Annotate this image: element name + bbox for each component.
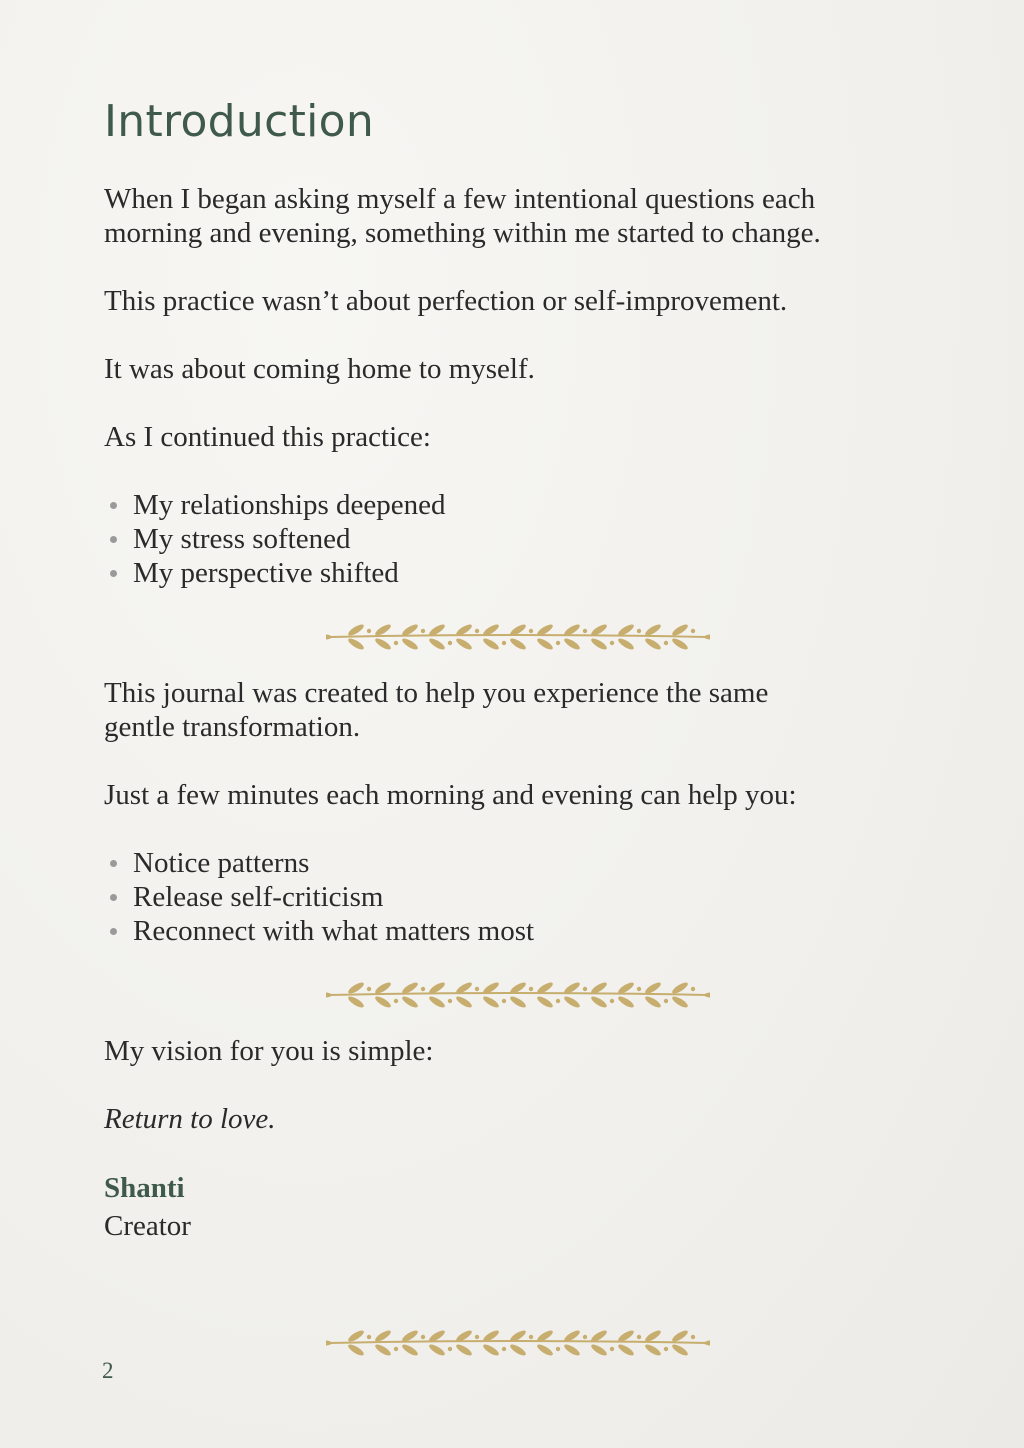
laurel-berry bbox=[691, 629, 695, 633]
laurel-berry bbox=[421, 1335, 425, 1339]
laurel-berry bbox=[502, 999, 506, 1003]
laurel-leaf bbox=[455, 1343, 474, 1358]
intro-paragraph-1-line-2: morning and evening, something within me started to change. bbox=[104, 217, 821, 249]
laurel-leaf bbox=[347, 1329, 366, 1344]
laurel-berry bbox=[691, 987, 695, 991]
laurel-leaf bbox=[644, 1343, 663, 1358]
journal-paragraph-2: Just a few minutes each morning and evening can help you: bbox=[104, 779, 797, 811]
laurel-leaf bbox=[401, 637, 420, 652]
laurel-berry bbox=[394, 1347, 398, 1351]
laurel-leaf bbox=[617, 1343, 636, 1358]
laurel-leaf bbox=[536, 637, 555, 652]
laurel-leaf bbox=[671, 623, 690, 638]
intro-paragraph-4: As I continued this practice: bbox=[104, 421, 431, 453]
laurel-berry bbox=[475, 987, 479, 991]
laurel-tip bbox=[704, 1340, 710, 1346]
laurel-leaf bbox=[347, 995, 366, 1010]
laurel-leaf bbox=[563, 637, 582, 652]
laurel-berry bbox=[556, 1347, 560, 1351]
vision-quote: Return to love. bbox=[104, 1103, 276, 1135]
benefits-list bbox=[104, 846, 534, 948]
laurel-leaf bbox=[671, 981, 690, 996]
laurel-berry bbox=[664, 641, 668, 645]
laurel-stem bbox=[330, 635, 706, 637]
laurel-leaf bbox=[428, 637, 447, 652]
laurel-berry bbox=[610, 999, 614, 1003]
laurel-leaf bbox=[671, 1329, 690, 1344]
laurel-leaf bbox=[374, 995, 393, 1010]
journal-paragraph-1-line-2: gentle transformation. bbox=[104, 711, 361, 743]
page-number: 2 bbox=[102, 1358, 114, 1383]
laurel-tip bbox=[326, 992, 332, 998]
vision-paragraph: My vision for you is simple: bbox=[104, 1035, 434, 1067]
laurel-berry bbox=[691, 1335, 695, 1339]
laurel-tip bbox=[704, 992, 710, 998]
list-item bbox=[104, 914, 534, 948]
laurel-berry bbox=[583, 987, 587, 991]
journal-paragraph-1-line-1: This journal was created to help you experience the same bbox=[104, 677, 769, 709]
laurel-berry bbox=[610, 1347, 614, 1351]
list-item-label: Release self-criticism bbox=[133, 881, 384, 913]
intro-paragraph-1 bbox=[104, 182, 821, 250]
laurel-berry bbox=[610, 641, 614, 645]
laurel-leaf bbox=[509, 637, 528, 652]
laurel-leaf bbox=[644, 637, 663, 652]
laurel-leaf bbox=[671, 1343, 690, 1358]
laurel-leaf bbox=[347, 637, 366, 652]
laurel-berry bbox=[529, 987, 533, 991]
laurel-leaf bbox=[455, 995, 474, 1010]
laurel-leaf bbox=[590, 1343, 609, 1358]
list-item-label: My stress softened bbox=[133, 523, 351, 555]
laurel-stem bbox=[330, 993, 706, 995]
journal-paragraph-1 bbox=[104, 676, 768, 744]
laurel-leaf bbox=[347, 981, 366, 996]
laurel-leaf bbox=[590, 995, 609, 1010]
laurel-leaf bbox=[671, 995, 690, 1010]
intro-paragraph-3: It was about coming home to myself. bbox=[104, 353, 535, 385]
laurel-leaf bbox=[563, 1343, 582, 1358]
laurel-leaf bbox=[347, 623, 366, 638]
laurel-stem bbox=[330, 1341, 706, 1343]
laurel-berry bbox=[421, 987, 425, 991]
laurel-berry bbox=[583, 1335, 587, 1339]
laurel-leaf bbox=[401, 995, 420, 1010]
laurel-berry bbox=[637, 987, 641, 991]
laurel-leaf bbox=[536, 1343, 555, 1358]
laurel-berry bbox=[664, 1347, 668, 1351]
laurel-berry bbox=[367, 629, 371, 633]
laurel-leaf bbox=[374, 637, 393, 652]
laurel-leaf bbox=[617, 637, 636, 652]
laurel-berry bbox=[502, 1347, 506, 1351]
laurel-leaf bbox=[482, 1343, 501, 1358]
laurel-leaf bbox=[455, 637, 474, 652]
laurel-leaf bbox=[428, 995, 447, 1010]
practice-results-list bbox=[104, 488, 445, 590]
laurel-divider-icon bbox=[326, 978, 710, 1012]
laurel-leaf bbox=[671, 637, 690, 652]
laurel-leaf bbox=[617, 995, 636, 1010]
laurel-tip bbox=[326, 1340, 332, 1346]
bullet-icon bbox=[110, 860, 117, 867]
bullet-icon bbox=[110, 536, 117, 543]
laurel-berry bbox=[394, 999, 398, 1003]
laurel-berry bbox=[529, 629, 533, 633]
laurel-berry bbox=[502, 641, 506, 645]
laurel-leaf bbox=[482, 637, 501, 652]
laurel-leaf bbox=[509, 1343, 528, 1358]
list-item-label: My perspective shifted bbox=[133, 557, 399, 589]
laurel-tip bbox=[326, 634, 332, 640]
signature-role: Creator bbox=[104, 1210, 191, 1242]
list-item-label: Notice patterns bbox=[133, 847, 310, 879]
bullet-icon bbox=[110, 928, 117, 935]
laurel-leaf bbox=[428, 1343, 447, 1358]
laurel-berry bbox=[556, 641, 560, 645]
laurel-berry bbox=[367, 1335, 371, 1339]
laurel-leaf bbox=[482, 995, 501, 1010]
laurel-berry bbox=[664, 999, 668, 1003]
laurel-leaf bbox=[347, 1343, 366, 1358]
laurel-berry bbox=[583, 629, 587, 633]
laurel-berry bbox=[421, 629, 425, 633]
list-item bbox=[104, 846, 534, 880]
intro-paragraph-1-line-1: When I began asking myself a few intentional questions each bbox=[104, 183, 816, 215]
laurel-berry bbox=[367, 987, 371, 991]
laurel-berry bbox=[448, 999, 452, 1003]
list-item bbox=[104, 880, 534, 914]
signature-name: Shanti bbox=[104, 1172, 185, 1204]
bullet-icon bbox=[110, 570, 117, 577]
intro-paragraph-2: This practice wasn’t about perfection or self-improvement. bbox=[104, 285, 788, 317]
laurel-leaf bbox=[509, 995, 528, 1010]
laurel-berry bbox=[556, 999, 560, 1003]
laurel-leaf bbox=[374, 1343, 393, 1358]
laurel-berry bbox=[637, 1335, 641, 1339]
list-item-label: Reconnect with what matters most bbox=[133, 915, 535, 947]
laurel-divider-icon bbox=[326, 1326, 710, 1360]
laurel-berry bbox=[475, 1335, 479, 1339]
list-item bbox=[104, 522, 445, 556]
laurel-berry bbox=[448, 641, 452, 645]
bullet-icon bbox=[110, 502, 117, 509]
bullet-icon bbox=[110, 894, 117, 901]
laurel-leaf bbox=[401, 1343, 420, 1358]
laurel-leaf bbox=[644, 995, 663, 1010]
laurel-leaf bbox=[590, 637, 609, 652]
laurel-leaf bbox=[536, 995, 555, 1010]
laurel-leaf bbox=[563, 995, 582, 1010]
page-title: Introduction bbox=[104, 96, 375, 147]
laurel-berry bbox=[394, 641, 398, 645]
list-item bbox=[104, 488, 445, 522]
laurel-berry bbox=[529, 1335, 533, 1339]
laurel-berry bbox=[475, 629, 479, 633]
list-item bbox=[104, 556, 445, 590]
laurel-berry bbox=[637, 629, 641, 633]
list-item-label: My relationships deepened bbox=[133, 489, 446, 521]
laurel-tip bbox=[704, 634, 710, 640]
laurel-divider-icon bbox=[326, 620, 710, 654]
laurel-berry bbox=[448, 1347, 452, 1351]
